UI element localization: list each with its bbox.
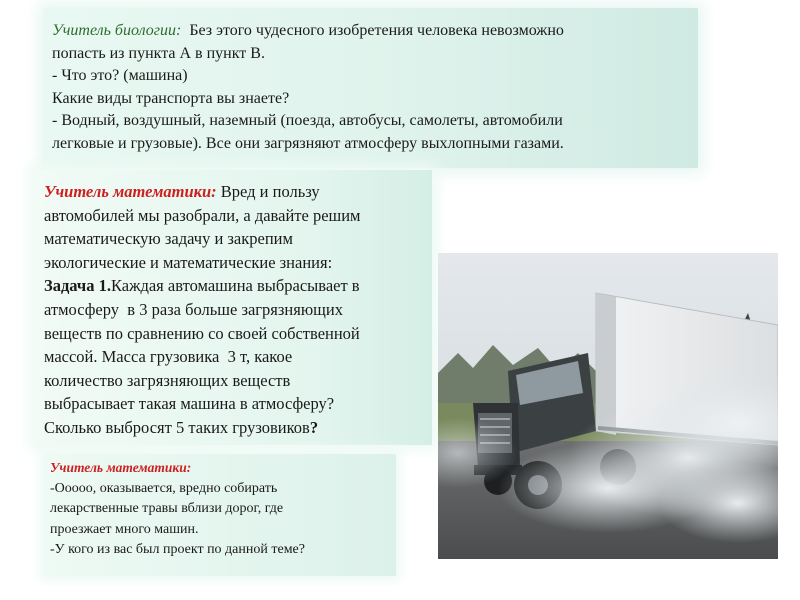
math-line-5 [44, 274, 426, 298]
math-line-9: количество загрязняющих веществ [44, 370, 291, 390]
math-line-5-text: Каждая автомашина выбрасывает в [110, 276, 360, 296]
note-teacher-role: Учитель математики: [50, 460, 192, 475]
math-line-10: выбрасывает такая машина в атмосферу? [44, 394, 335, 414]
math-line-1-text: Вред и пользу [216, 182, 320, 201]
biology-teacher-role: Учитель биологии: [52, 22, 182, 39]
math-line-11 [44, 416, 426, 440]
biology-teacher-block [44, 8, 698, 168]
bio-line-1 [52, 20, 690, 43]
truck-exhaust-photo [438, 253, 778, 559]
math-teacher-note-block [44, 454, 396, 576]
note-line-1: -Ооооо, оказывается, вредно собирать [50, 480, 278, 496]
bio-line-1-text: Без этого чудесного изобретения человека невозможно [181, 22, 564, 39]
math-line-2: автомобилей мы разобрали, а давайте решим [44, 205, 361, 225]
math-line-8: массой. Масса грузовика 3 т, какое [44, 347, 293, 367]
task-label: Задача 1. [44, 276, 111, 296]
math-line-11-text: Сколько выбросят 5 таких грузовиков [44, 417, 310, 437]
math-line-7: веществ по сравнению со своей собственной [44, 323, 360, 343]
note-line-4: -У кого из вас был проект по данной теме? [50, 542, 305, 557]
math-line-1 [44, 180, 426, 204]
bio-line-2: попасть из пункта А в пункт В. [52, 44, 265, 62]
math-line-3: математическую задачу и закрепим [44, 229, 293, 249]
note-line-2: лекарственные травы вблизи дорог, где [50, 501, 284, 516]
question-mark: ? [309, 417, 319, 437]
bio-line-6: легковые и грузовые). Все они загрязняют атмосферу выхлопными газами. [52, 134, 564, 152]
math-teacher-role: Учитель математики: [44, 182, 217, 201]
math-line-6: атмосферу в 3 раза больше загрязняющих [44, 299, 343, 319]
bio-line-4: Какие виды транспорта вы знаете? [52, 89, 290, 107]
math-teacher-block [34, 170, 432, 445]
math-line-4: экологические и математические знания: [44, 252, 333, 272]
bio-line-5: - Водный, воздушный, наземный (поезда, автобусы, самолеты, автомобили [52, 112, 563, 129]
bio-line-3: - Что это? (машина) [52, 67, 188, 84]
note-line-3: проезжает много машин. [50, 521, 199, 537]
